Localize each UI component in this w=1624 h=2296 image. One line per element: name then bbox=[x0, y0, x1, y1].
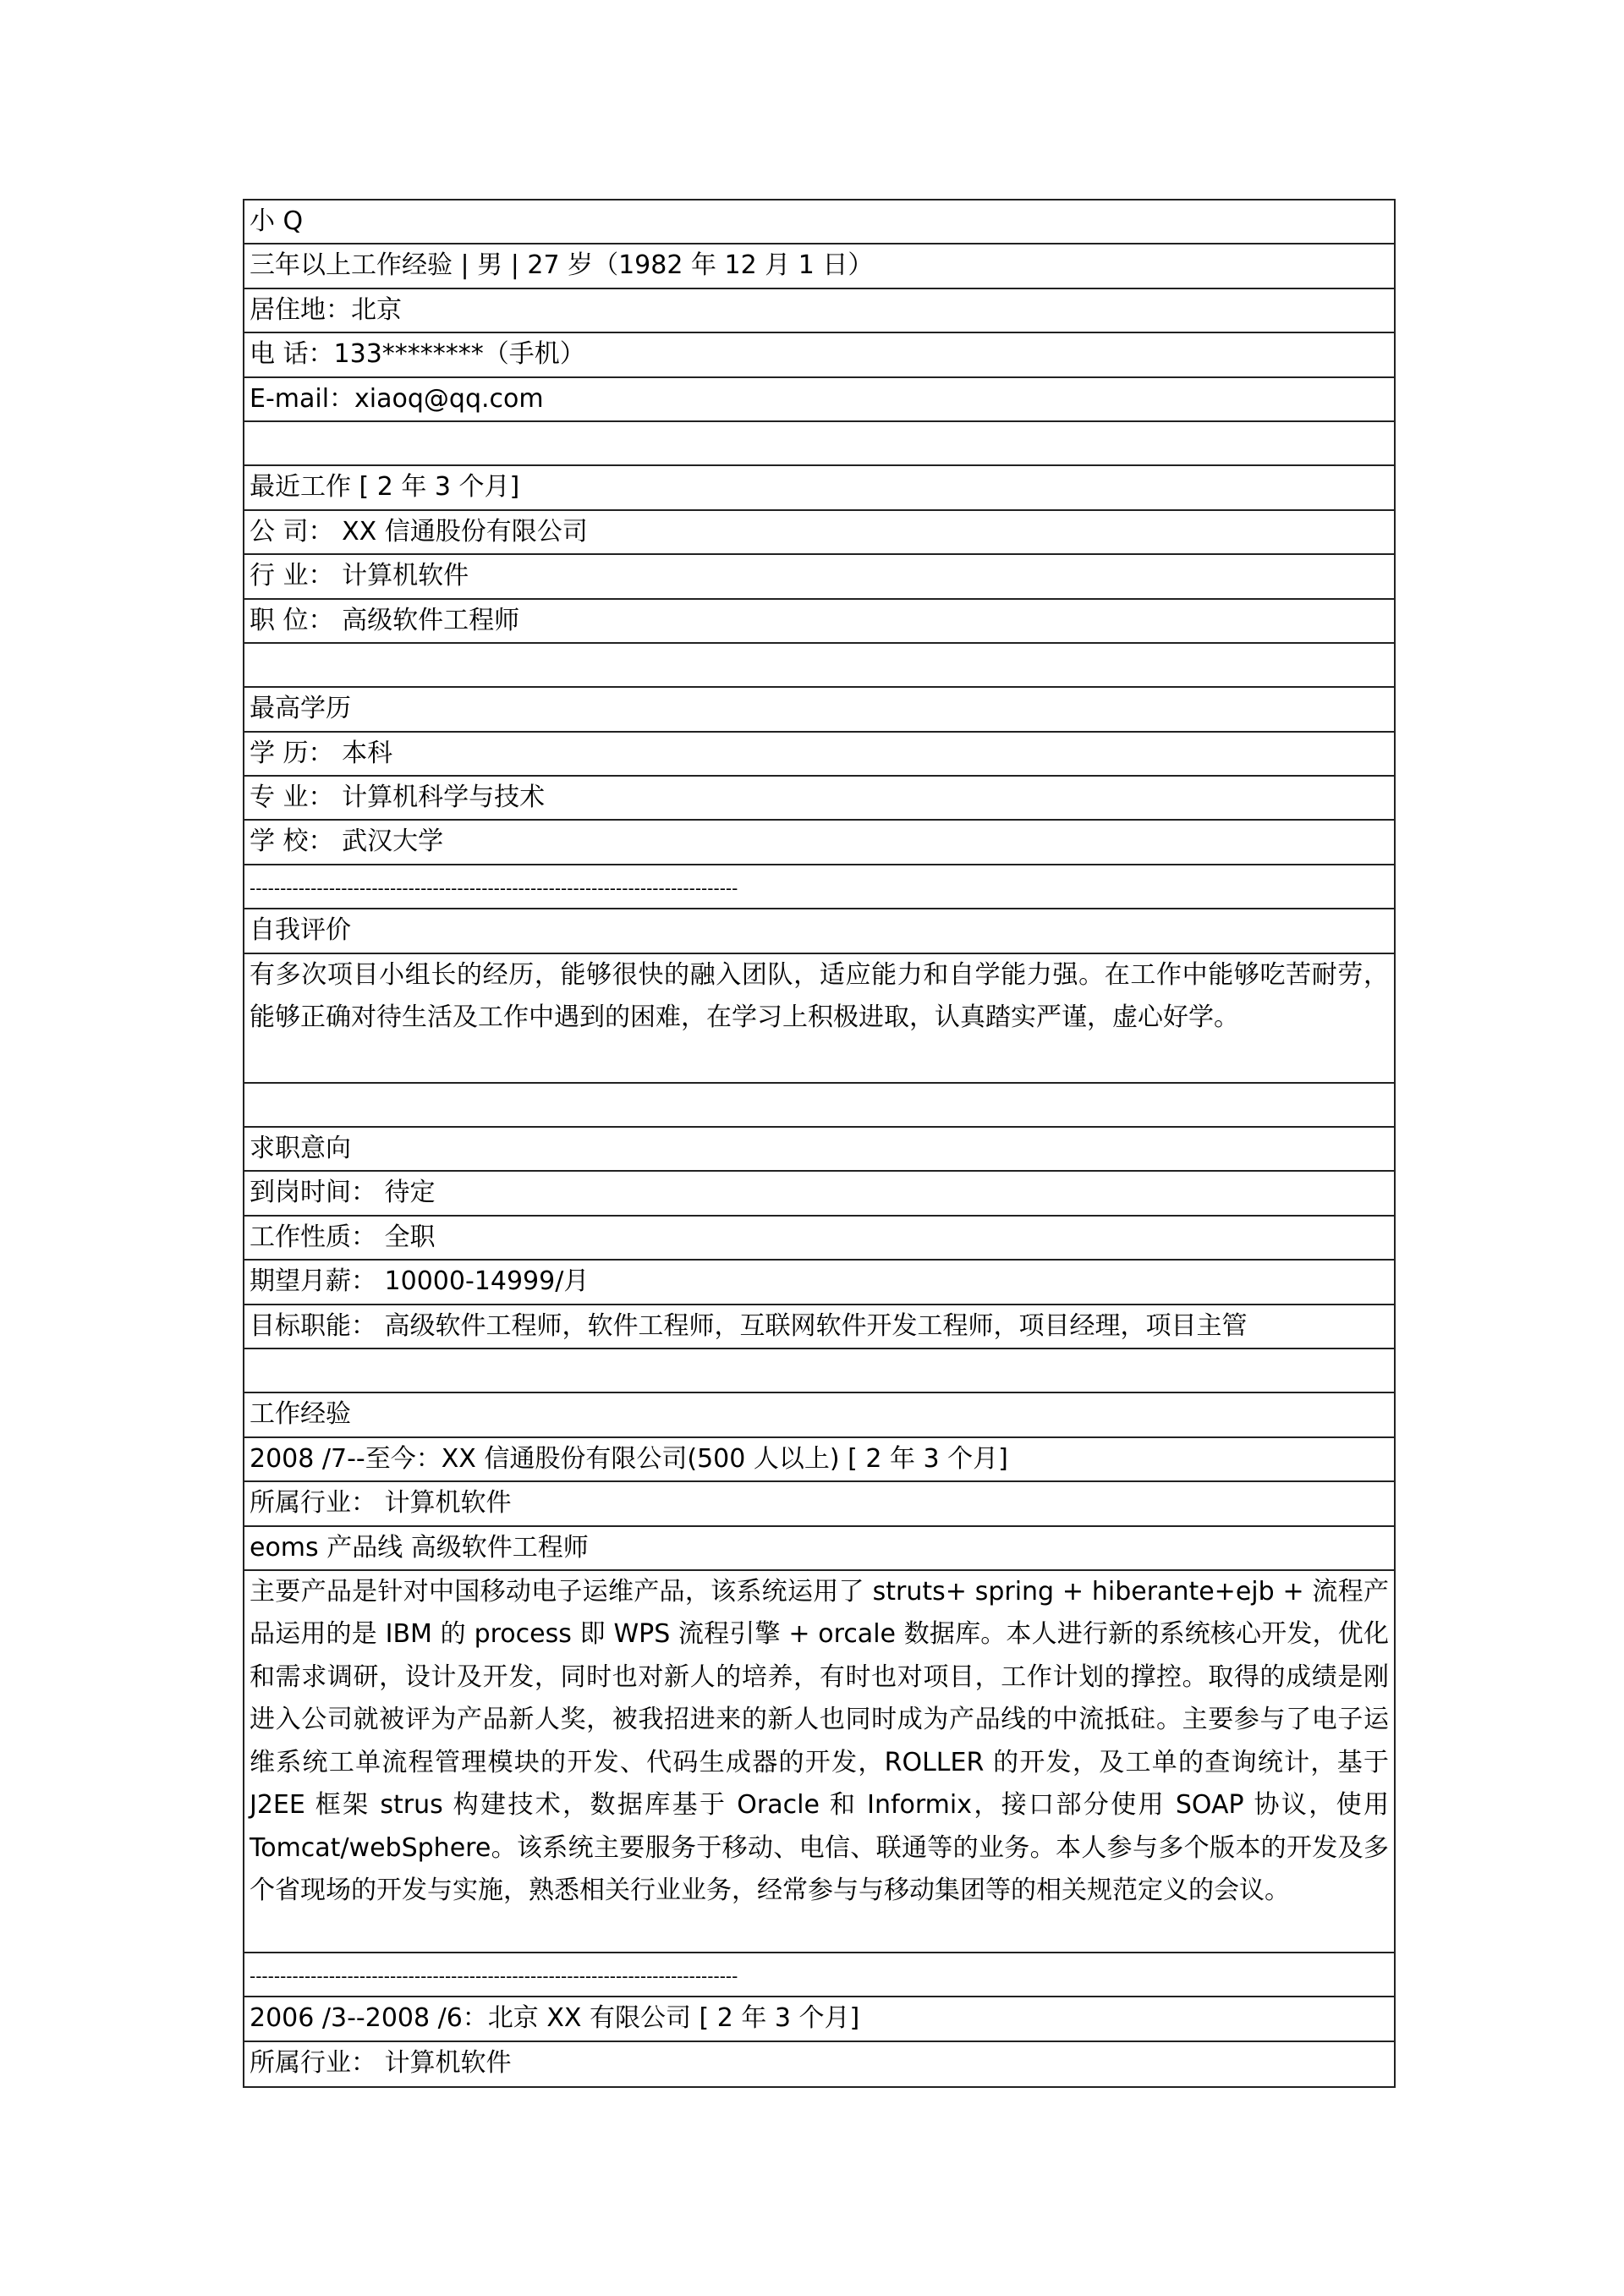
company-row bbox=[244, 511, 1394, 555]
job1-description: 主要产品是针对中国移动电子运维产品，该系统运用了 struts+ spring + hiberante+ejb + 流程产品运用的是 IBM 的 process 即 WPS 流程引擎 + orcale 数据库。本人进行新的系统核心开发，优化和需求调研，设计及开发，同时也对新人的培养，有时也对项目，工作计划的撑控。取得的成绩是刚进入公司就被评为产品新人奖，被我招进来的新人也同时成为产品线的中流抵砫。主要参与了电子运维系统工单流程管理模块的开发、代码生成器的开发，ROLLER 的开发，及工单的查询统计，基于 J2EE 框架 strus 构建技术，数据库基于 Oracle 和 Informix，接口部分使用 SOAP 协议，使用 Tomcat/webSphere。该系统主要服务于移动、电信、联通等的业务。本人参与多个版本的开发及多个省现场的开发与实施，熟悉相关行业业务，经常参与与移动集团等的相关规范定义的会议。 bbox=[250, 1576, 1389, 1906]
recent-industry: 行 业： 计算机软件 bbox=[250, 561, 469, 591]
summary-row bbox=[244, 244, 1394, 288]
empty-row bbox=[244, 644, 1394, 688]
education-heading-row bbox=[244, 688, 1394, 732]
education-heading: 最高学历 bbox=[250, 694, 351, 724]
residence-row bbox=[244, 289, 1394, 333]
major-row bbox=[244, 777, 1394, 821]
email-row bbox=[244, 378, 1394, 422]
education-school: 学 校： 武汉大学 bbox=[250, 827, 444, 857]
school-row bbox=[244, 821, 1394, 865]
job1-period-row bbox=[244, 1438, 1394, 1482]
email: E-mail：xiaoq@qq.com bbox=[250, 383, 544, 414]
job2-industry: 所属行业： 计算机软件 bbox=[250, 2047, 512, 2078]
divider-row bbox=[244, 865, 1394, 909]
summary-line: 三年以上工作经验 | 男 | 27 岁（1982 年 12 月 1 日） bbox=[250, 250, 874, 281]
phone: 电 话：133********（手机） bbox=[250, 339, 585, 370]
resume-table bbox=[243, 199, 1396, 2088]
target-row bbox=[244, 1305, 1394, 1349]
recent-position: 职 位： 高级软件工程师 bbox=[250, 605, 520, 635]
job1-title: eoms 产品线 高级软件工程师 bbox=[250, 1532, 589, 1563]
job1-description-row bbox=[244, 1571, 1394, 1953]
arrival-row bbox=[244, 1172, 1394, 1216]
phone-row bbox=[244, 333, 1394, 377]
job2-industry-row bbox=[244, 2042, 1394, 2086]
self-eval-heading-row bbox=[244, 909, 1394, 953]
job1-title-row bbox=[244, 1527, 1394, 1571]
self-eval-text: 有多次项目小组长的经历，能够很快的融入团队，适应能力和自学能力强。在工作中能够吃苦耐劳，能够正确对待生活及工作中遇到的困难，在学习上积极进取，认真踏实严谨，虚心好学。 bbox=[250, 959, 1389, 1033]
empty-row bbox=[244, 1084, 1394, 1128]
job1-period: 2008 /7--至今：XX 信通股份有限公司(500 人以上) [ 2 年 3 个月] bbox=[250, 1443, 1008, 1474]
job-intent-target: 目标职能： 高级软件工程师，软件工程师，互联网软件开发工程师，项目经理，项目主管 bbox=[250, 1310, 1248, 1341]
job2-period: 2006 /3--2008 /6：北京 XX 有限公司 [ 2 年 3 个月] bbox=[250, 2003, 860, 2034]
salary-row bbox=[244, 1261, 1394, 1305]
divider-row bbox=[244, 1953, 1394, 1997]
section-divider: -------------------------------------------------------------------------------- bbox=[250, 1965, 738, 1986]
self-eval-text-row bbox=[244, 954, 1394, 1084]
job1-industry-row bbox=[244, 1482, 1394, 1526]
nature-row bbox=[244, 1217, 1394, 1261]
recent-work-heading: 最近工作 [ 2 年 3 个月] bbox=[250, 472, 520, 503]
empty-row bbox=[244, 422, 1394, 466]
job-intent-arrival: 到岗时间： 待定 bbox=[250, 1178, 436, 1208]
education-degree: 学 历： 本科 bbox=[250, 738, 393, 768]
degree-row bbox=[244, 733, 1394, 777]
candidate-name: 小 Q bbox=[250, 206, 304, 236]
job-intent-salary: 期望月薪： 10000-14999/月 bbox=[250, 1266, 590, 1297]
experience-heading-row bbox=[244, 1393, 1394, 1437]
job1-industry: 所属行业： 计算机软件 bbox=[250, 1488, 512, 1519]
empty-row bbox=[244, 1349, 1394, 1393]
job2-period-row bbox=[244, 1997, 1394, 2041]
section-divider: -------------------------------------------------------------------------------- bbox=[250, 877, 738, 898]
recent-company: 公 司： XX 信通股份有限公司 bbox=[250, 516, 588, 547]
experience-heading: 工作经验 bbox=[250, 1399, 351, 1430]
name-row bbox=[244, 200, 1394, 244]
industry-row bbox=[244, 555, 1394, 599]
recent-work-heading-row bbox=[244, 466, 1394, 510]
residence: 居住地：北京 bbox=[250, 294, 402, 325]
position-row bbox=[244, 600, 1394, 644]
job-intent-heading: 求职意向 bbox=[250, 1134, 351, 1164]
job-intent-nature: 工作性质： 全职 bbox=[250, 1222, 436, 1252]
self-eval-heading: 自我评价 bbox=[250, 915, 351, 946]
education-major: 专 业： 计算机科学与技术 bbox=[250, 783, 546, 813]
job-intent-heading-row bbox=[244, 1128, 1394, 1172]
